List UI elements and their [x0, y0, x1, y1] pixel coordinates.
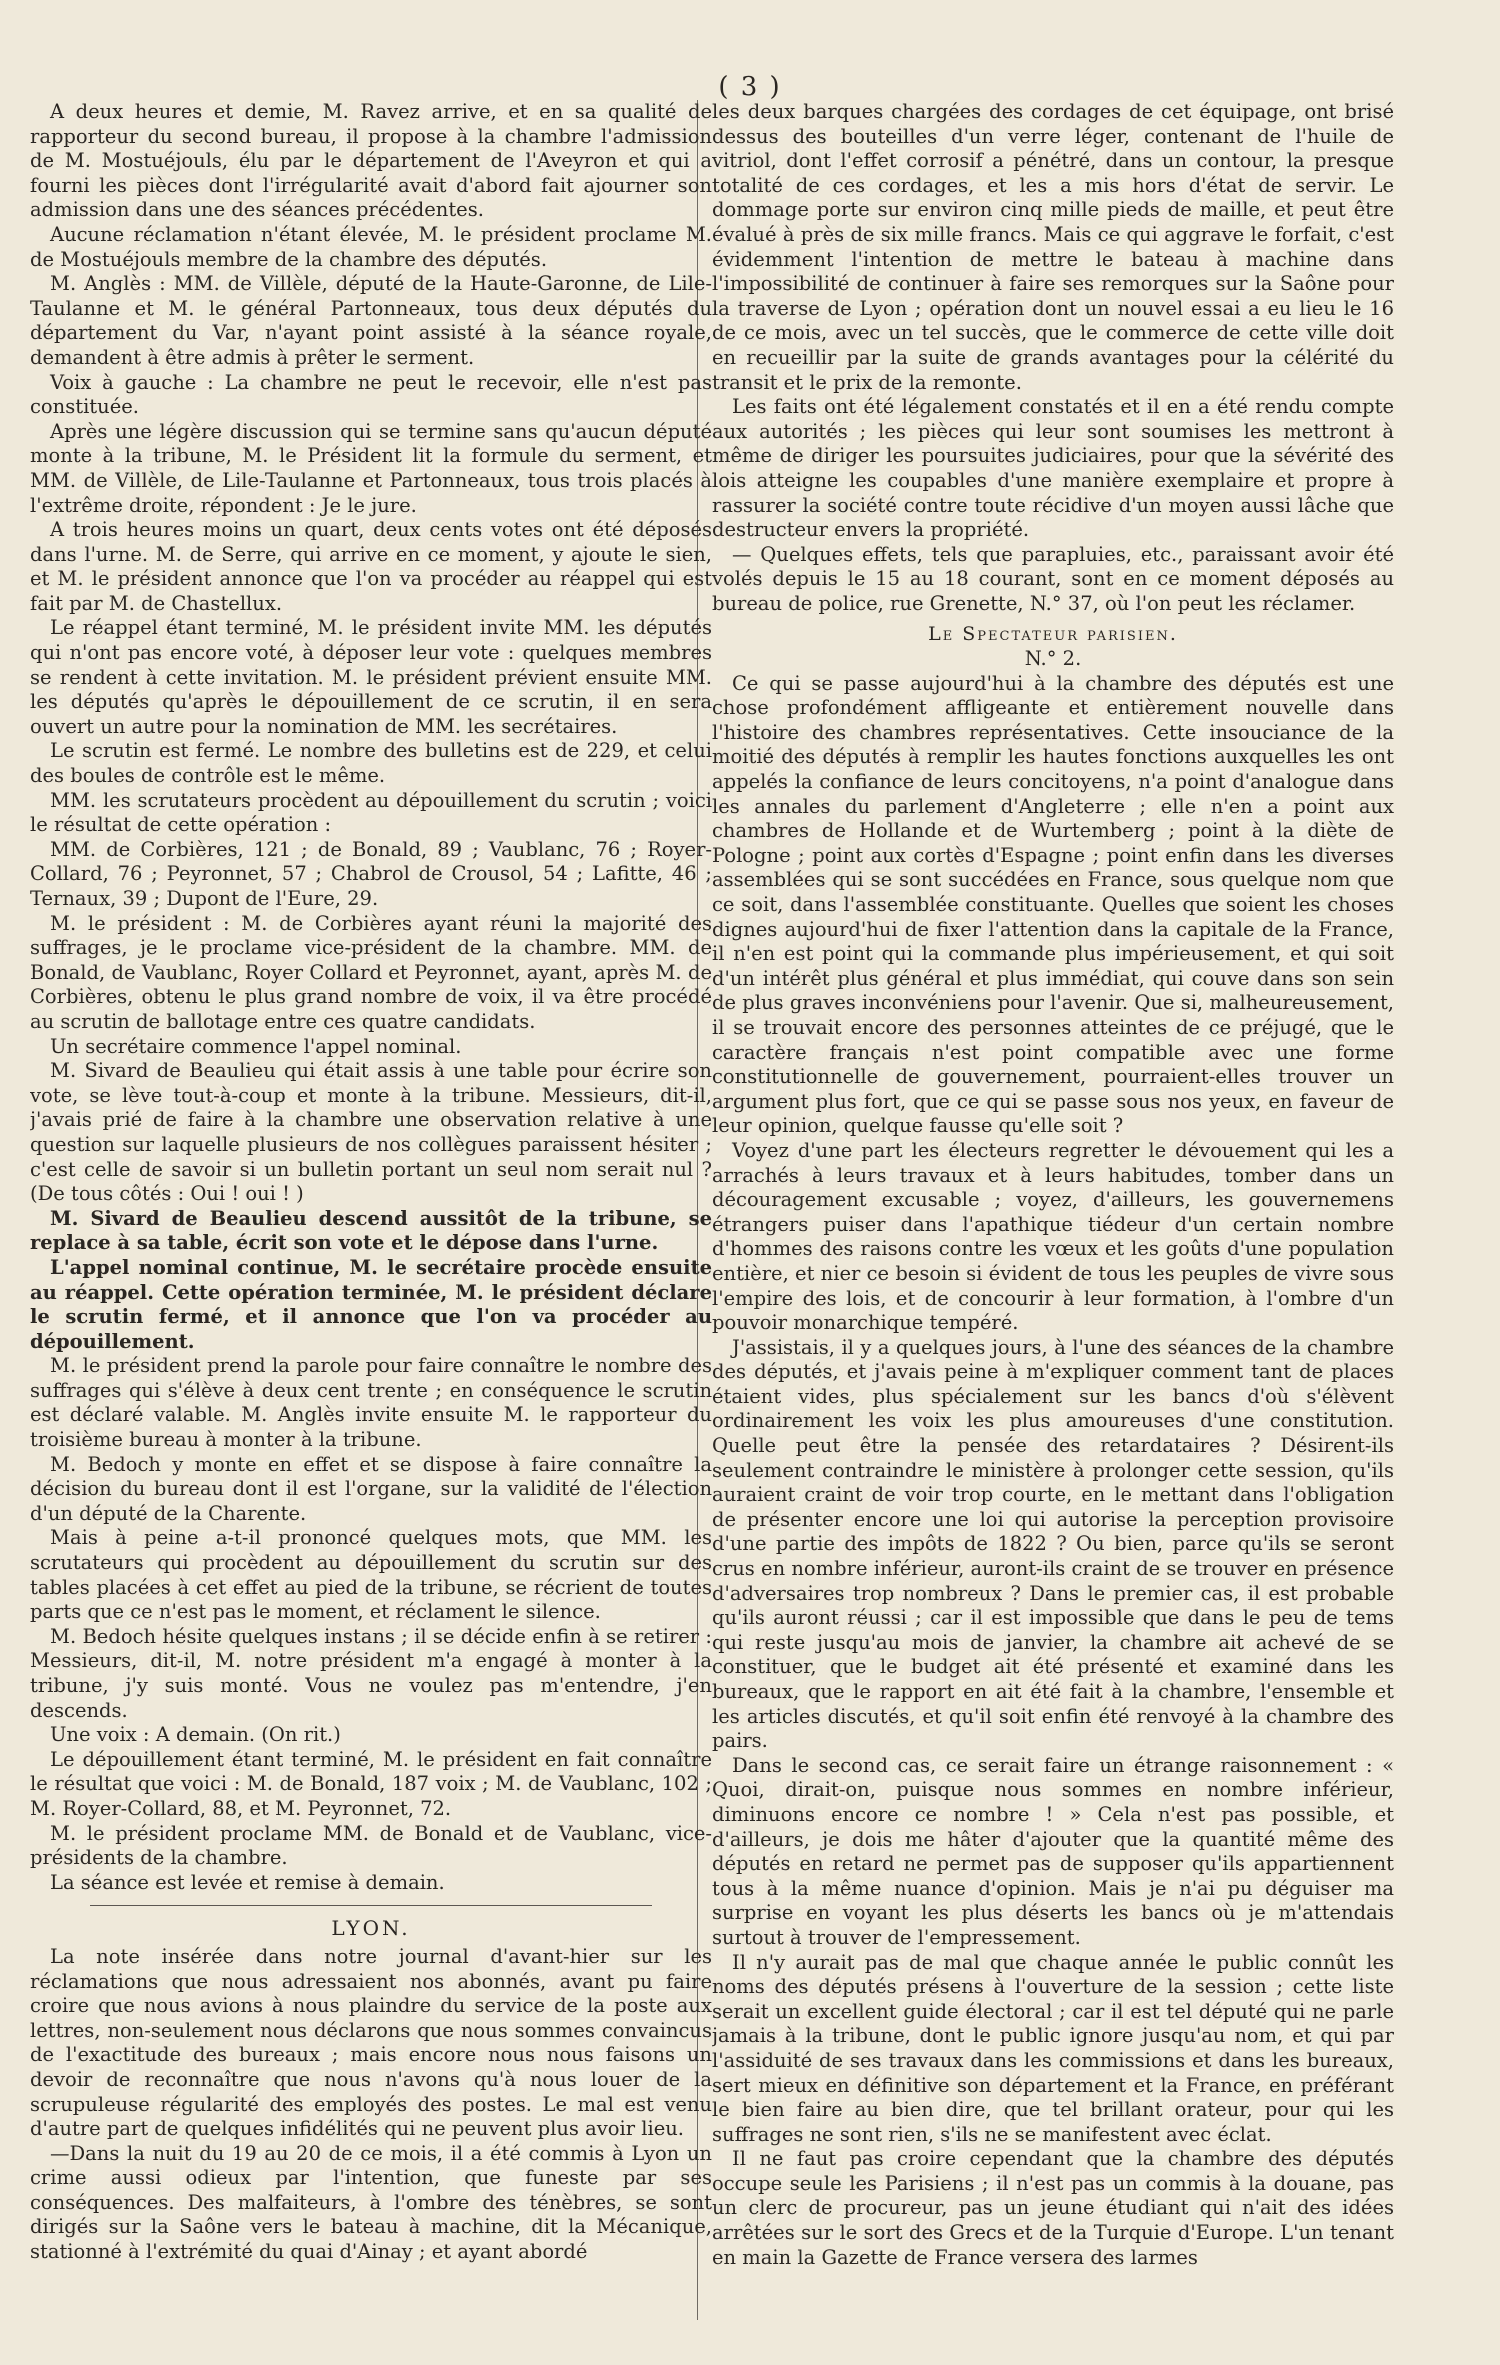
paragraph: —Dans la nuit du 19 au 20 de ce mois, il a été commis à Lyon un crime aussi odieux par l'intention, que funeste par ses conséquences. Des malfaiteurs, à l'ombre des ténèbres, se sont dirigés sur la Saône vers le bateau à machine, dit la Mécanique, stationné à l'extrémité du quai d'Ainay ; et ayant abordé: [30, 2141, 712, 2264]
paragraph: M. le président prend la parole pour faire connaître le nombre des suffrages qui s'élève à deux cent trente ; en conséquence le scrutin est déclaré valable. M. Anglès invite ensuite M. le rapporteur du troisième bureau à monter à la tribune.: [30, 1354, 712, 1452]
paragraph: M. Bedoch hésite quelques instans ; il se décide enfin à se retirer : Messieurs, dit-il, M. notre président m'a engagé à monter à la tribune, j'y suis monté. Vous ne voulez pas m'entendre, j'en descends.: [30, 1624, 712, 1722]
right-column: [712, 100, 1394, 2330]
paragraph: Voyez d'une part les électeurs regretter le dévouement qui les a arrachés à leurs travaux et à leurs habitudes, tomber dans un découragement excusable ; voyez, d'ailleurs, les gouvernemens étrangers puiser dans l'apathique tiédeur d'un certain nombre d'hommes des raisons contre les vœux et les goûts d'une population entière, et nier ce besoin si évident de tous les peuples de vivre sous l'empire des lois, et de concourir à leur formation, à l'ombre d'un pouvoir monarchique tempéré.: [712, 1138, 1394, 1335]
paragraph: La note insérée dans notre journal d'avant-hier sur les réclamations que nous adressaient nos abonnés, avant pu faire croire que nous avions à nous plaindre du service de la poste aux lettres, non-seulement nous déclarons que nous sommes convaincus de l'exactitude des bureaux ; mais encore nous nous faisons un devoir de reconnaître que nous n'avons qu'à nous louer de la scrupuleuse régularité des employés des postes. Le mal est venu d'autre part de quelques infidélités qui ne peuvent plus avoir lieu.: [30, 1944, 712, 2141]
issue-number: N.° 2.: [1024, 647, 1082, 671]
paragraph: M. Bedoch y monte en effet et se dispose à faire connaître la décision du bureau dont il est l'organe, sur la validité de l'élection d'un député de la Charente.: [30, 1452, 712, 1525]
paragraph: A deux heures et demie, M. Ravez arrive, et en sa qualité de rapporteur du second bureau, il propose à la chambre l'admission de M. Mostuéjouls, élu par le département de l'Aveyron et qui a fourni les pièces dont l'irrégularité avait d'abord fait ajourner son admission dans une des séances précédentes.: [30, 100, 712, 222]
paragraph: Voix à gauche : La chambre ne peut le recevoir, elle n'est pas constituée.: [30, 370, 712, 419]
paragraph: MM. de Corbières, 121 ; de Bonald, 89 ; Vaublanc, 76 ; Royer-Collard, 76 ; Peyronnet, 57 ; Chabrol de Crousol, 54 ; Lafitte, 46 ; Ternaux, 39 ; Dupont de l'Eure, 29.: [30, 837, 712, 910]
paragraph: Il n'y aurait pas de mal que chaque année le public connût les noms des députés présens à l'ouverture de la session ; cette liste serait un excellent guide électoral ; car il est tel député qui ne parle jamais à la tribune, dont le public ignore jusqu'au nom, et qui par l'assiduité de ses travaux dans les commissions et dans les bureaux, sert mieux en définitive son département et la France, en préférant le bien faire au bien dire, que tel brillant orateur, pour qui les suffrages ne sont rien, s'ils ne se manifestent avec éclat.: [712, 1950, 1394, 2146]
paragraph: M. Anglès : MM. de Villèle, député de la Haute-Garonne, de Lile-Taulanne et M. le général Partonneaux, tous deux députés du département du Var, n'ayant point assisté à la séance royale, demandent à être admis à prêter le serment.: [30, 272, 712, 369]
paragraph: Les faits ont été légalement constatés et il en a été rendu compte aux autorités ; les pièces qui leur sont soumises les mettront à même de diriger les poursuites judiciaires, pour que la sévérité des lois atteigne les coupables d'une manière exemplaire et propre à rassurer la société contre toute récidive d'un moyen aussi lâche que destructeur envers la propriété.: [712, 395, 1394, 542]
left-column: [30, 100, 712, 2330]
section-heading: LYON.: [331, 1916, 411, 1941]
paragraph: Le scrutin est fermé. Le nombre des bulletins est de 229, et celui des boules de contrôle est le même.: [30, 739, 712, 788]
paragraph-bold: L'appel nominal continue, M. le secrétaire procède ensuite au réappel. Cette opération terminée, M. le président déclare le scrutin fermé, et il annonce que l'on va procéder au dépouillement.: [30, 1255, 712, 1353]
lyon-section: [30, 1916, 712, 2264]
paragraph: Ce qui se passe aujourd'hui à la chambre des députés est une chose profondément affligeante et entièrement nouvelle dans l'histoire des chambres représentatives. Cette insouciance de la moitié des députés à remplir les hautes fonctions auxquelles les ont appelés la confiance de leurs concitoyens, n'a point d'analogue dans les annales du parlement d'Angleterre ; elle n'en a point aux chambres de Hollande et de Wurtemberg ; point à la diète de Pologne ; point aux cortès d'Espagne ; point enfin dans les diverses assemblées qui se sont succédées en France, sous quelque nom que ce soit, dans l'assemblée constituante. Quelles que soient les choses dignes aujourd'hui de fixer l'attention dans la capitale de la France, il n'en est point qui la commande plus impérieusement, et qui soit d'un intérêt plus général et plus immédiat, qui couve dans son sein de plus graves inconvéniens pour l'avenir. Que si, malheureusement, il se trouvait encore des personnes atteintes de ce préjugé, que le caractère français n'est point compatible avec une forme constitutionnelle de gouvernement, pourraient-elles trouver un argument plus fort, que ce qui se passe sous nos yeux, en faveur de leur opinion, quelque fausse qu'elle soit ?: [712, 671, 1394, 1138]
spectateur-section: [712, 622, 1394, 2270]
paragraph: M. Sivard de Beaulieu qui était assis à une table pour écrire son vote, se lève tout-à-coup et monte à la tribune. Messieurs, dit-il, j'avais prié de faire à la chambre une observation relative à une question sur laquelle plusieurs de nos collègues paraissent hésiter ; c'est celle de savoir si un bulletin portant un seul nom serait nul ? (De tous côtés : Oui ! oui ! ): [30, 1059, 712, 1206]
paragraph: J'assistais, il y a quelques jours, à l'une des séances de la chambre des députés, et j'avais peine à m'expliquer comment tant de places étaient vides, plus spécialement sur les bancs d'où s'élèvent ordinairement les voix les plus amoureuses d'une constitution. Quelle peut être la pensée des retardataires ? Désirent-ils seulement contraindre le ministère à prolonger cette session, qu'ils auraient craint de voir trop courte, en le mettant dans l'obligation de présenter encore une loi qui autorise la perception provisoire d'une partie des impôts de 1822 ? Ou bien, parce qu'ils se seront crus en nombre inférieur, auront-ils craint de se trouver en présence d'adversaires trop nombreux ? Dans le premier cas, il est probable qu'ils auront réussi ; car il est impossible que dans le peu de tems qui reste jusqu'au mois de janvier, la chambre ait achevé de se constituer, que le budget ait été présenté et examiné dans les bureaux, que le rapport en ait été fait à la chambre, l'ensemble et les articles discutés, et qu'il soit enfin été renvoyé à la chambre des pairs.: [712, 1335, 1394, 1753]
paragraph: les deux barques chargées des cordages de cet équipage, ont brisé dessus des bouteilles d'un verre léger, contenant de l'huile de vitriol, dont l'effet corrosif a pénétré, dans un contour, la presque totalité de ces cordages, et les a mis hors d'état de servir. Le dommage porte sur environ cinq mille pieds de maille, et peut être évalué à près de six mille francs. Mais ce qui aggrave le forfait, c'est évidemment l'intention de mettre le bateau à machine dans l'impossibilité de continuer à faire ses remorques sur la Saône pour la traverse de Lyon ; opération dont un nouvel essai a eu lieu le 16 de ce mois, avec un tel succès, que le commerce de cette ville doit en recueillir par la suite de grands avantages pour la célérité du transit et le prix de la remonte.: [712, 100, 1394, 394]
paragraph: Une voix : A demain. (On rit.): [50, 1723, 341, 1747]
paragraph: Il ne faut pas croire cependant que la chambre des députés occupe seule les Parisiens ; il n'est pas un commis à la douane, pas un clerc de procureur, pas un jeune étudiant qui n'ait des idées arrêtées sur le sort des Grecs et de la Turquie d'Europe. L'un tenant en main la Gazette de France versera des larmes: [712, 2147, 1394, 2269]
paragraph: M. le président proclame MM. de Bonald et de Vaublanc, vice-présidents de la chambre.: [30, 1821, 712, 1870]
paragraph: Après une légère discussion qui se termine sans qu'aucun député monte à la tribune, M. le Président lit la formule du serment, et MM. de Villèle, de Lile-Taulanne et Partonneaux, tous trois placés à l'extrême droite, répondent : Je le jure.: [30, 419, 712, 517]
lyon-continued-section: [712, 100, 1394, 616]
paragraph: Mais à peine a-t-il prononcé quelques mots, que MM. les scrutateurs qui procèdent au dépouillement du scrutin sur des tables placées à cet effet au pied de la tribune, se récrient de toutes parts que ce n'est pas le moment, et réclament le silence.: [30, 1526, 712, 1624]
paragraph: MM. les scrutateurs procèdent au dépouillement du scrutin ; voici le résultat de cette opération :: [30, 788, 712, 837]
paragraph: Aucune réclamation n'étant élevée, M. le président proclame M. de Mostuéjouls membre de la chambre des députés.: [30, 222, 712, 271]
paragraph: La séance est levée et remise à demain.: [50, 1870, 445, 1894]
section-heading: Le Spectateur parisien.: [928, 623, 1178, 646]
paragraph: — Quelques effets, tels que parapluies, etc., paraissant avoir été volés depuis le 15 au 18 courant, sont en ce moment déposés au bureau de police, rue Grenette, N.° 37, où l'on peut les réclamer.: [712, 542, 1394, 615]
paragraph: Un secrétaire commence l'appel nominal.: [50, 1034, 462, 1058]
chamber-report-section: [30, 100, 712, 1895]
page-number: ( 3 ): [718, 72, 782, 102]
paragraph: M. le président : M. de Corbières ayant réuni la majorité des suffrages, je le proclame vice-président de la chambre. MM. de Bonald, de Vaublanc, Royer Collard et Peyronnet, ayant, après M. de Corbières, obtenu le plus grand nombre de voix, il va être procédé au scrutin de ballotage entre ces quatre candidats.: [30, 911, 712, 1033]
section-rule: [90, 1905, 652, 1906]
paragraph: A trois heures moins un quart, deux cents votes ont été déposés dans l'urne. M. de Serre, qui arrive en ce moment, y ajoute le sien, et M. le président annonce que l'on va procéder au réappel qui est fait par M. de Chastellux.: [30, 518, 712, 615]
paragraph: Le dépouillement étant terminé, M. le président en fait connaître le résultat que voici : M. de Bonald, 187 voix ; M. de Vaublanc, 102 ; M. Royer-Collard, 88, et M. Peyronnet, 72.: [30, 1747, 712, 1820]
paragraph-bold: M. Sivard de Beaulieu descend aussitôt de la tribune, se replace à sa table, écrit son vote et le dépose dans l'urne.: [30, 1206, 712, 1255]
paragraph: Le réappel étant terminé, M. le président invite MM. les députés qui n'ont pas encore voté, à déposer leur vote : quelques membres se rendent à cette invitation. M. le président prévient ensuite MM. les députés qu'après le dépouillement de ce scrutin, il en sera ouvert un autre pour la nomination de MM. les secrétaires.: [30, 616, 712, 738]
paragraph: Dans le second cas, ce serait faire un étrange raisonnement : « Quoi, dirait-on, puisque nous sommes en nombre inférieur, diminuons encore ce nombre ! » Cela n'est pas possible, et d'ailleurs, je dois me hâter d'ajouter que la quantité même des députés en retard ne permet pas de supposer qu'ils appartiennent tous à la même nuance d'opinion. Mais je n'ai pu déguiser ma surprise en voyant les plus déserts les bancs où je m'attendais surtout à trouver de l'empressement.: [712, 1753, 1394, 1949]
